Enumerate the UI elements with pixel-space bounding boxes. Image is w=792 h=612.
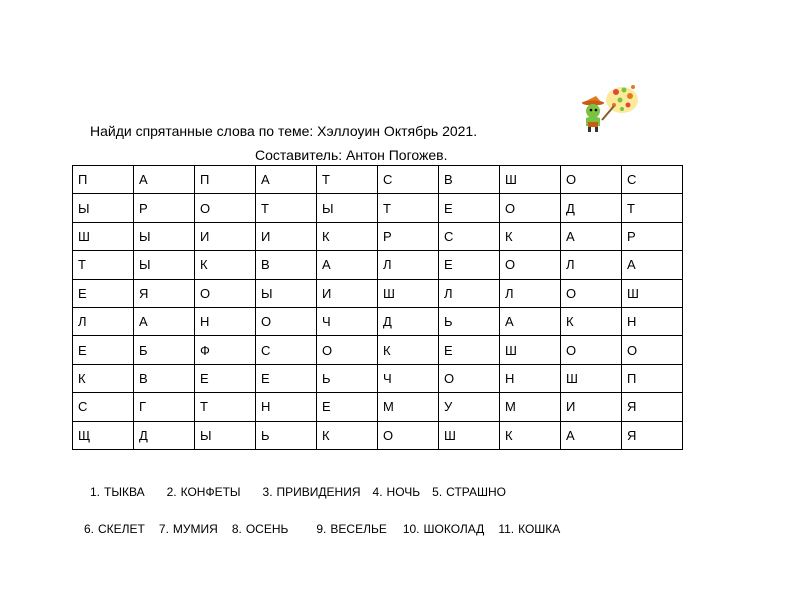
grid-cell: К <box>73 364 134 392</box>
word-number: 1. <box>90 485 101 499</box>
word-list-item <box>232 522 289 536</box>
grid-cell: О <box>439 364 500 392</box>
grid-cell: Щ <box>73 421 134 449</box>
grid-cell: М <box>378 393 439 421</box>
word-text: НОЧЬ <box>386 485 421 499</box>
grid-cell: О <box>195 279 256 307</box>
grid-row <box>73 166 683 194</box>
grid-cell: О <box>561 336 622 364</box>
word-number: 9. <box>316 522 327 536</box>
grid-cell: К <box>317 421 378 449</box>
grid-cell: Ш <box>439 421 500 449</box>
grid-cell: Я <box>134 279 195 307</box>
grid-row <box>73 307 683 335</box>
grid-cell: О <box>500 194 561 222</box>
grid-cell: В <box>256 251 317 279</box>
grid-cell: К <box>500 421 561 449</box>
word-number: 8. <box>231 522 242 536</box>
grid-row <box>73 194 683 222</box>
word-text: СКЕЛЕТ <box>98 522 145 536</box>
grid-cell: В <box>134 364 195 392</box>
grid-cell: С <box>622 166 683 194</box>
grid-cell: Ы <box>256 279 317 307</box>
grid-cell: Я <box>622 421 683 449</box>
grid-cell: Н <box>622 307 683 335</box>
word-text: ВЕСЕЛЬЕ <box>330 522 387 536</box>
grid-row <box>73 393 683 421</box>
grid-cell: К <box>500 222 561 250</box>
grid-cell: О <box>500 251 561 279</box>
grid-cell: Ш <box>561 364 622 392</box>
word-list-item <box>159 522 218 536</box>
word-list-item <box>498 522 560 536</box>
grid-cell: У <box>439 393 500 421</box>
grid-cell: К <box>561 307 622 335</box>
grid-cell: Л <box>439 279 500 307</box>
grid-cell: Д <box>134 421 195 449</box>
word-list-item <box>316 522 386 536</box>
grid-cell: Б <box>134 336 195 364</box>
word-list-item <box>373 485 421 499</box>
word-number: 7. <box>158 522 169 536</box>
grid-cell: Р <box>622 222 683 250</box>
grid-cell: О <box>561 279 622 307</box>
grid-cell: Д <box>561 194 622 222</box>
grid-cell: Т <box>195 393 256 421</box>
grid-row <box>73 251 683 279</box>
grid-cell: В <box>439 166 500 194</box>
grid-cell: А <box>500 307 561 335</box>
grid-cell: Л <box>378 251 439 279</box>
grid-cell: И <box>256 222 317 250</box>
grid-cell: О <box>561 166 622 194</box>
grid-cell: Е <box>439 336 500 364</box>
grid-cell: С <box>378 166 439 194</box>
grid-cell: О <box>378 421 439 449</box>
grid-cell: Е <box>73 279 134 307</box>
grid-row <box>73 222 683 250</box>
grid-cell: А <box>561 421 622 449</box>
grid-cell: Т <box>378 194 439 222</box>
word-list-item <box>84 522 145 536</box>
grid-cell: К <box>317 222 378 250</box>
grid-cell: Л <box>500 279 561 307</box>
word-list-item <box>167 485 241 499</box>
witch-mascot-icon <box>578 78 640 134</box>
word-number: 10. <box>402 522 420 536</box>
grid-cell: Т <box>256 194 317 222</box>
grid-cell: С <box>73 393 134 421</box>
grid-cell: Ш <box>622 279 683 307</box>
grid-cell: А <box>622 251 683 279</box>
word-number: 2. <box>166 485 177 499</box>
word-list-item <box>263 485 361 499</box>
grid-cell: П <box>622 364 683 392</box>
word-text: ТЫКВА <box>104 485 145 499</box>
grid-cell: Е <box>439 251 500 279</box>
grid-cell: А <box>134 307 195 335</box>
grid-cell: С <box>439 222 500 250</box>
word-text: СТРАШНО <box>446 485 506 499</box>
grid-cell: И <box>561 393 622 421</box>
word-text: МУМИЯ <box>172 522 218 536</box>
grid-cell: Е <box>439 194 500 222</box>
grid-cell: Ы <box>195 421 256 449</box>
grid-row <box>73 364 683 392</box>
grid-cell: Л <box>561 251 622 279</box>
grid-cell: Р <box>378 222 439 250</box>
word-list-item <box>90 485 145 499</box>
grid-row <box>73 336 683 364</box>
grid-cell: А <box>256 166 317 194</box>
word-text: ШОКОЛАД <box>423 522 485 536</box>
grid-cell: Е <box>195 364 256 392</box>
grid-row <box>73 421 683 449</box>
grid-cell: Н <box>195 307 256 335</box>
grid-cell: Ы <box>73 194 134 222</box>
word-list-row-1 <box>90 485 506 499</box>
grid-cell: Ш <box>73 222 134 250</box>
grid-cell: Ь <box>256 421 317 449</box>
word-list-row-2 <box>84 522 560 536</box>
grid-cell: О <box>195 194 256 222</box>
word-search-grid <box>72 165 683 450</box>
grid-cell: И <box>195 222 256 250</box>
word-number: 5. <box>432 485 443 499</box>
grid-cell: Ч <box>317 307 378 335</box>
grid-cell: К <box>195 251 256 279</box>
grid-cell: Ь <box>439 307 500 335</box>
grid-cell: Г <box>134 393 195 421</box>
grid-cell: А <box>561 222 622 250</box>
grid-cell: А <box>317 251 378 279</box>
grid-cell: Ф <box>195 336 256 364</box>
grid-cell: П <box>73 166 134 194</box>
grid-cell: Р <box>134 194 195 222</box>
grid-cell: Л <box>73 307 134 335</box>
word-number: 11. <box>498 522 515 536</box>
grid-cell: Е <box>317 393 378 421</box>
grid-cell: Ь <box>317 364 378 392</box>
grid-cell: Ш <box>500 336 561 364</box>
word-number: 3. <box>262 485 273 499</box>
grid-cell: Н <box>256 393 317 421</box>
grid-cell: Ы <box>317 194 378 222</box>
grid-cell: Т <box>622 194 683 222</box>
grid-cell: Е <box>256 364 317 392</box>
page-title: Найди спрятанные слова по теме: Хэллоуин Октябрь 2021. <box>90 123 478 139</box>
grid-cell: Я <box>622 393 683 421</box>
grid-cell: Ш <box>378 279 439 307</box>
grid-cell: А <box>134 166 195 194</box>
author-line: Составитель: Антон Погожев. <box>255 147 448 163</box>
grid-cell: Е <box>73 336 134 364</box>
grid-cell: О <box>622 336 683 364</box>
word-text: КОНФЕТЫ <box>180 485 241 499</box>
grid-cell: С <box>256 336 317 364</box>
word-number: 6. <box>84 522 95 536</box>
grid-cell: Ш <box>500 166 561 194</box>
grid-cell: И <box>317 279 378 307</box>
grid-cell: Т <box>73 251 134 279</box>
grid-row <box>73 279 683 307</box>
grid-cell: Т <box>317 166 378 194</box>
grid-cell: Ы <box>134 251 195 279</box>
word-text: КОШКА <box>518 522 561 536</box>
word-list-item <box>403 522 484 536</box>
grid-cell: М <box>500 393 561 421</box>
grid-cell: П <box>195 166 256 194</box>
word-list-item <box>432 485 506 499</box>
word-text: ПРИВИДЕНИЯ <box>276 485 361 499</box>
grid-cell: О <box>317 336 378 364</box>
grid-cell: О <box>256 307 317 335</box>
grid-cell: К <box>378 336 439 364</box>
grid-cell: Н <box>500 364 561 392</box>
word-number: 4. <box>372 485 383 499</box>
word-text: ОСЕНЬ <box>245 522 289 536</box>
grid-cell: Ч <box>378 364 439 392</box>
grid-cell: Д <box>378 307 439 335</box>
grid-cell: Ы <box>134 222 195 250</box>
